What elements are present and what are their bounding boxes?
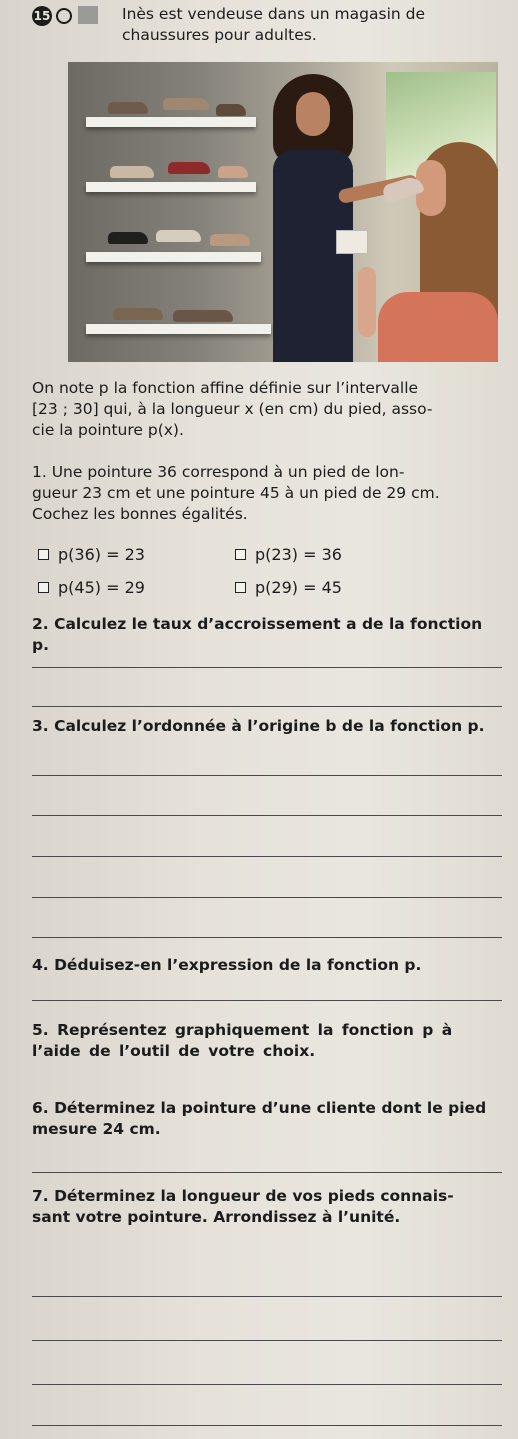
answer-line[interactable]: [32, 937, 502, 938]
answer-line[interactable]: [32, 667, 502, 668]
question-line: mesure 24 cm.: [32, 1120, 161, 1138]
question-line: gueur 23 cm et une pointure 45 à un pied de 29 cm.: [32, 484, 440, 502]
answer-line[interactable]: [32, 1384, 502, 1385]
answer-line[interactable]: [32, 1172, 502, 1173]
option-label: p(23) = 36: [255, 545, 342, 564]
shoe: [156, 230, 201, 242]
customer-arm: [358, 267, 376, 337]
checkbox[interactable]: [38, 549, 49, 560]
option-label: p(36) = 23: [58, 545, 145, 564]
question-line: sant votre pointure. Arrondissez à l’unité.: [32, 1208, 401, 1226]
definition-paragraph: [32, 378, 502, 441]
question-line: 4. Déduisez-en l’expression de la fonction p.: [32, 956, 422, 974]
answer-line[interactable]: [32, 1000, 502, 1001]
question-6: [32, 1098, 502, 1140]
question-line: 3. Calculez l’ordonnée à l’origine b de la fonction p.: [32, 717, 485, 735]
shelf: [86, 117, 256, 127]
shoe: [216, 104, 246, 116]
exercise-number-badge: 15: [32, 6, 52, 26]
exercise-intro-text: Inès est vendeuse dans un magasin de chaussures pour adultes.: [122, 5, 425, 44]
shoe: [173, 310, 233, 322]
paragraph-line: On note p la fonction affine définie sur l’intervalle: [32, 379, 419, 397]
shoe: [110, 166, 154, 178]
checkbox[interactable]: [235, 582, 246, 593]
question-line: Cochez les bonnes égalités.: [32, 505, 248, 523]
answer-line[interactable]: [32, 775, 502, 776]
saleswoman-face: [296, 92, 330, 136]
paragraph-line: cie la pointure p(x).: [32, 421, 184, 439]
question-4: [32, 955, 502, 976]
shelf: [86, 324, 271, 334]
shoe-box: [336, 230, 368, 254]
question-1: [32, 462, 502, 525]
level-circle-icon: [56, 8, 72, 24]
shelf: [86, 252, 261, 262]
shoe-store-photo: [68, 62, 498, 362]
answer-line[interactable]: [32, 1340, 502, 1341]
option-label: p(45) = 29: [58, 578, 145, 597]
question-7: [32, 1186, 502, 1228]
answer-line[interactable]: [32, 1425, 502, 1426]
question-line: 1. Une pointure 36 correspond à un pied de lon-: [32, 463, 405, 481]
answer-line[interactable]: [32, 856, 502, 857]
exercise-intro: [122, 4, 510, 46]
question-3: [32, 716, 502, 737]
question-line: 7. Déterminez la longueur de vos pieds connais-: [32, 1187, 454, 1205]
level-square-icon: [78, 6, 98, 24]
shoe: [163, 98, 209, 110]
shelf: [86, 182, 256, 192]
shoe: [113, 308, 163, 320]
shoe: [210, 234, 250, 246]
answer-line[interactable]: [32, 897, 502, 898]
question-line: 6. Déterminez la pointure d’une cliente dont le pied: [32, 1099, 487, 1117]
paragraph-line: [23 ; 30] qui, à la longueur x (en cm) du pied, asso-: [32, 400, 433, 418]
answer-line[interactable]: [32, 706, 502, 707]
option-p29[interactable]: [235, 578, 342, 597]
answer-line[interactable]: [32, 815, 502, 816]
question-line: 5. Représentez graphiquement la fonction p à: [32, 1021, 453, 1039]
option-label: p(29) = 45: [255, 578, 342, 597]
question-5: [32, 1020, 502, 1062]
shoe: [218, 166, 248, 178]
question-2: [32, 614, 502, 656]
option-p36[interactable]: [38, 545, 145, 564]
saleswoman-dress: [273, 150, 353, 362]
question-line: l’aide de l’outil de votre choix.: [32, 1042, 316, 1060]
checkbox[interactable]: [235, 549, 246, 560]
answer-line[interactable]: [32, 1296, 502, 1297]
checkbox[interactable]: [38, 582, 49, 593]
option-p23[interactable]: [235, 545, 342, 564]
shoe: [108, 232, 148, 244]
shoe: [108, 102, 148, 114]
shoe: [168, 162, 210, 174]
question-line: 2. Calculez le taux d’accroissement a de la fonction p.: [32, 615, 483, 654]
option-p45[interactable]: [38, 578, 145, 597]
customer-top: [378, 292, 498, 362]
